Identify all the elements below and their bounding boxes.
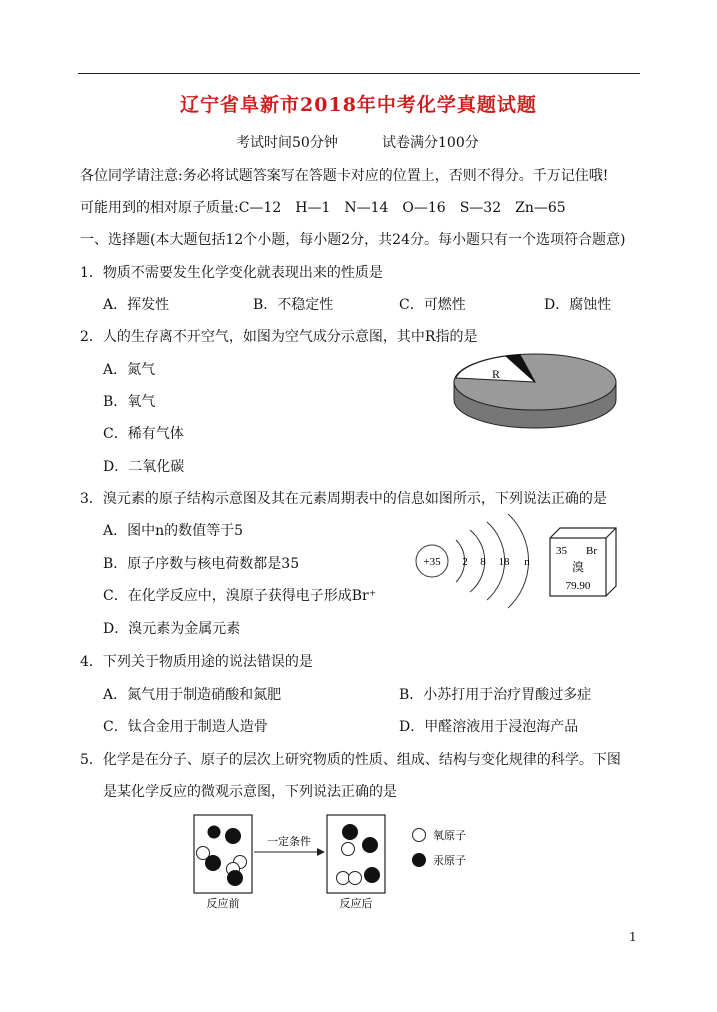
question-4-stem: 4．下列关于物质用途的说法错误的是 (80, 654, 313, 670)
after-box (327, 815, 385, 893)
o-atom (337, 872, 350, 885)
o-atom (342, 843, 355, 856)
exam-time: 考试时间50分钟 (236, 135, 338, 151)
q1-option-d: D．腐蚀性 (544, 297, 612, 313)
hg-atom (225, 828, 241, 844)
legend-o-atom (413, 829, 426, 842)
hg-atom (205, 855, 221, 871)
atomic-number: 35 (556, 545, 567, 557)
periodic-table-cell (550, 528, 616, 596)
hg-atom (362, 837, 378, 853)
element-symbol: Br (586, 545, 597, 557)
page-number: 1 (629, 930, 637, 944)
after-label: 反应后 (339, 898, 373, 910)
q2-option-a: A．氮气 (103, 362, 156, 378)
q1-option-c: C．可燃性 (399, 297, 466, 313)
section-heading: 一、选择题(本大题包括12个小题，每小题2分，共24分。每小题只有一个选项符合题意) (80, 232, 626, 248)
o-atom (349, 872, 362, 885)
question-5-stem-line-2: 是某化学反应的微观示意图，下列说法正确的是 (103, 784, 397, 800)
legend-oxygen-label: 氧原子 (433, 830, 466, 842)
hg-atom (208, 826, 221, 839)
q4-option-c: C．钛合金用于制造人造骨 (103, 719, 268, 735)
pie-label-r: R (492, 367, 501, 381)
q4-option-d: D．甲醛溶液用于浸泡海产品 (399, 719, 579, 735)
exam-score: 试卷满分100分 (382, 135, 479, 151)
q4-option-a: A．氮气用于制造硝酸和氮肥 (103, 687, 282, 703)
legend (412, 828, 466, 867)
hg-atom (364, 867, 380, 883)
before-label: 反应前 (206, 898, 240, 910)
page-title: 辽宁省阜新市2018年中考化学真题试题 (180, 94, 537, 116)
shell-2-electrons: 8 (480, 556, 486, 568)
question-5-stem-line-1: 5．化学是在分子、原子的层次上研究物质的性质、组成、结构与变化规律的科学。下图 (80, 752, 621, 768)
hg-atom (227, 870, 243, 886)
atomic-mass: 79.90 (565, 580, 591, 592)
before-box (194, 815, 252, 893)
question-1-stem: 1．物质不需要发生化学变化就表现出来的性质是 (80, 265, 383, 281)
q1-option-a: A．挥发性 (103, 297, 170, 313)
q2-option-b: B．氧气 (103, 394, 156, 410)
q1-option-b: B．不稳定性 (253, 297, 334, 313)
hg-atom (342, 824, 358, 840)
header-rule (78, 73, 640, 74)
q3-option-c: C．在化学反应中，溴原子获得电子形成Br⁺ (103, 588, 377, 604)
element-name: 溴 (571, 560, 585, 574)
q3-option-a: A．图中n的数值等于5 (103, 523, 244, 539)
atomic-masses: 可能用到的相对原子质量:C—12 H—1 N—14 O—16 S—32 Zn—65 (80, 200, 566, 216)
nucleus-charge: +35 (423, 556, 441, 568)
shell-3-electrons: 18 (498, 556, 510, 568)
q3-option-b: B．原子序数与核电荷数都是35 (103, 556, 300, 572)
atomic-structure-diagram (416, 514, 530, 608)
q2-option-c: C．稀有气体 (103, 426, 184, 442)
shell-1-electrons: 2 (462, 556, 468, 568)
q4-option-b: B．小苏打用于治疗胃酸过多症 (399, 687, 592, 703)
question-3-stem: 3．溴元素的原子结构示意图及其在元素周期表中的信息如图所示，下列说法正确的是 (80, 491, 607, 507)
legend-mercury-label: 汞原子 (433, 855, 466, 867)
bromine-figure (412, 510, 620, 612)
reaction-condition: 一定条件 (267, 836, 311, 848)
q2-option-d: D．二氧化碳 (103, 459, 185, 475)
reaction-micro-diagram (190, 812, 510, 912)
air-composition-pie-figure (450, 352, 620, 434)
notice: 各位同学请注意:务必将试题答案写在答题卡对应的位置上，否则不得分。千万记住哦! (80, 168, 609, 184)
q3-option-d: D．溴元素为金属元素 (103, 621, 241, 637)
question-2-stem: 2．人的生存离不开空气，如图为空气成分示意图，其中R指的是 (80, 329, 478, 345)
shell-4-electrons: n (524, 556, 530, 568)
legend-hg-atom (412, 853, 426, 867)
